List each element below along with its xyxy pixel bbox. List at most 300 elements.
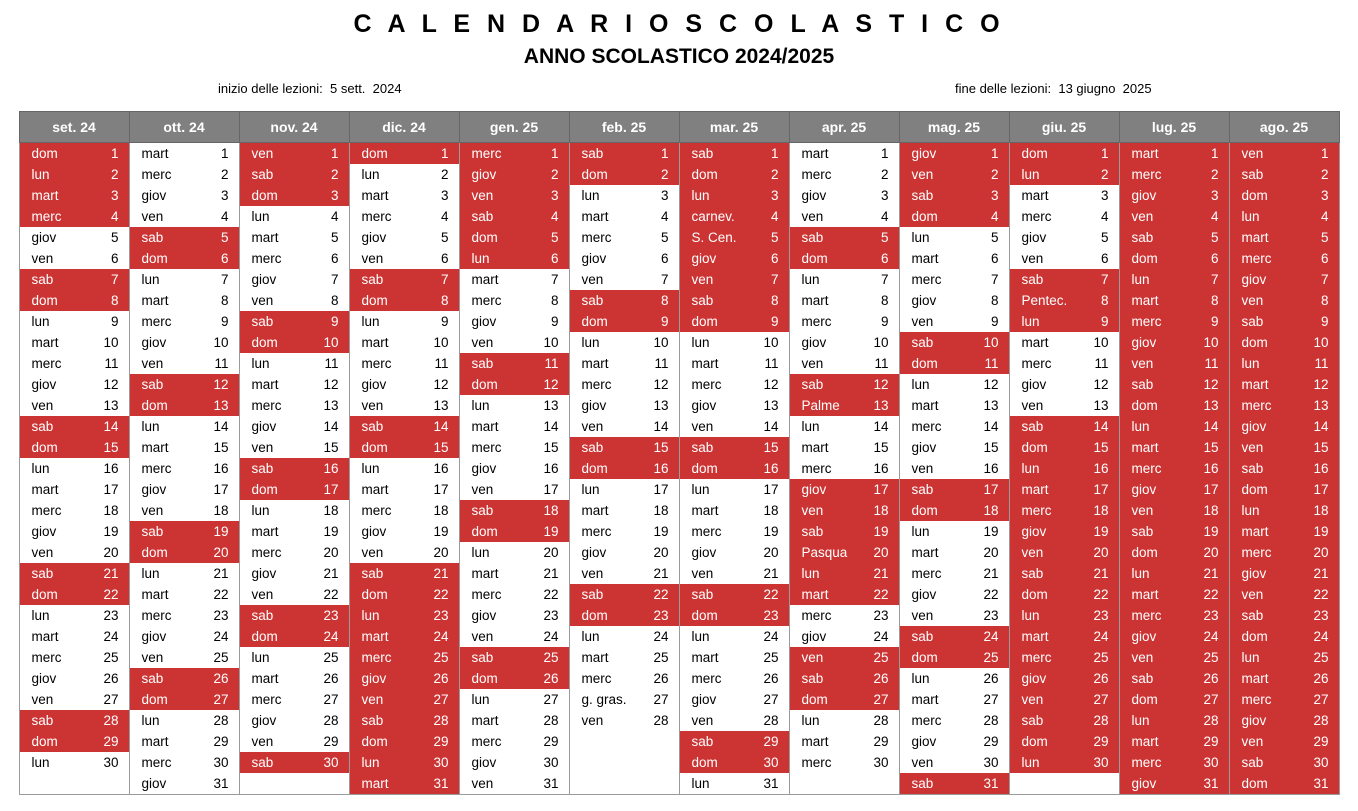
day-cell[interactable] (1010, 542, 1119, 563)
day-cell[interactable] (1230, 311, 1339, 332)
day-cell[interactable] (460, 248, 569, 269)
day-cell[interactable] (900, 710, 1009, 731)
day-cell[interactable] (680, 269, 789, 290)
day-cell[interactable] (350, 458, 459, 479)
day-cell[interactable] (680, 731, 789, 752)
day-cell[interactable] (680, 542, 789, 563)
day-cell[interactable] (790, 248, 899, 269)
day-cell[interactable] (1230, 731, 1339, 752)
day-cell[interactable] (20, 437, 129, 458)
day-cell[interactable] (20, 269, 129, 290)
day-cell[interactable] (900, 206, 1009, 227)
day-cell[interactable] (1010, 584, 1119, 605)
day-cell[interactable] (790, 437, 899, 458)
day-cell[interactable] (1120, 626, 1229, 647)
day-cell[interactable] (1120, 290, 1229, 311)
day-cell[interactable] (350, 206, 459, 227)
day-cell[interactable] (240, 311, 349, 332)
day-cell[interactable] (1120, 521, 1229, 542)
day-cell[interactable] (130, 458, 239, 479)
day-cell[interactable] (130, 752, 239, 773)
day-cell[interactable] (20, 332, 129, 353)
day-cell[interactable] (130, 563, 239, 584)
day-cell[interactable] (240, 647, 349, 668)
day-cell[interactable] (790, 521, 899, 542)
day-cell[interactable] (1120, 374, 1229, 395)
day-cell[interactable] (130, 542, 239, 563)
day-cell[interactable] (1010, 563, 1119, 584)
day-cell[interactable] (1120, 206, 1229, 227)
day-cell[interactable] (460, 395, 569, 416)
day-cell[interactable] (130, 332, 239, 353)
day-cell[interactable] (350, 248, 459, 269)
day-cell[interactable] (350, 416, 459, 437)
day-cell[interactable] (240, 353, 349, 374)
day-cell[interactable] (130, 374, 239, 395)
day-cell[interactable] (1120, 479, 1229, 500)
day-cell[interactable] (1230, 689, 1339, 710)
day-cell[interactable] (240, 227, 349, 248)
day-cell[interactable] (570, 269, 679, 290)
day-cell[interactable] (900, 395, 1009, 416)
day-cell[interactable] (900, 626, 1009, 647)
day-cell[interactable] (570, 290, 679, 311)
day-cell[interactable] (1120, 563, 1229, 584)
day-cell[interactable] (460, 710, 569, 731)
day-cell[interactable] (680, 521, 789, 542)
day-cell[interactable] (20, 521, 129, 542)
day-cell[interactable] (680, 605, 789, 626)
day-cell[interactable] (460, 605, 569, 626)
day-cell[interactable] (680, 374, 789, 395)
day-cell[interactable] (350, 647, 459, 668)
day-cell[interactable] (1230, 500, 1339, 521)
day-cell[interactable] (680, 668, 789, 689)
day-cell[interactable] (900, 290, 1009, 311)
day-cell[interactable] (1010, 752, 1119, 773)
day-cell[interactable] (20, 395, 129, 416)
day-cell[interactable] (570, 710, 679, 731)
day-cell[interactable] (570, 311, 679, 332)
day-cell[interactable] (1010, 626, 1119, 647)
day-cell[interactable] (790, 374, 899, 395)
day-cell[interactable] (350, 521, 459, 542)
day-cell[interactable] (20, 353, 129, 374)
day-cell[interactable] (680, 227, 789, 248)
day-cell[interactable] (900, 248, 1009, 269)
day-cell[interactable] (350, 689, 459, 710)
day-cell[interactable] (240, 668, 349, 689)
day-cell[interactable] (1120, 773, 1229, 794)
day-cell[interactable] (1120, 500, 1229, 521)
day-cell[interactable] (460, 437, 569, 458)
day-cell[interactable] (240, 458, 349, 479)
day-cell[interactable] (790, 332, 899, 353)
day-cell[interactable] (460, 584, 569, 605)
day-cell[interactable] (1230, 374, 1339, 395)
day-cell[interactable] (1010, 521, 1119, 542)
day-cell[interactable] (900, 164, 1009, 185)
day-cell[interactable] (20, 416, 129, 437)
day-cell[interactable] (1230, 248, 1339, 269)
day-cell[interactable] (130, 626, 239, 647)
day-cell[interactable] (790, 668, 899, 689)
day-cell[interactable] (130, 731, 239, 752)
day-cell[interactable] (130, 311, 239, 332)
day-cell[interactable] (350, 479, 459, 500)
day-cell[interactable] (350, 437, 459, 458)
day-cell[interactable] (20, 458, 129, 479)
day-cell[interactable] (790, 227, 899, 248)
day-cell[interactable] (790, 731, 899, 752)
day-cell[interactable] (350, 290, 459, 311)
day-cell[interactable] (790, 290, 899, 311)
day-cell[interactable] (1010, 416, 1119, 437)
day-cell[interactable] (680, 248, 789, 269)
day-cell[interactable] (680, 458, 789, 479)
day-cell[interactable] (1230, 605, 1339, 626)
day-cell[interactable] (680, 689, 789, 710)
day-cell[interactable] (460, 206, 569, 227)
day-cell[interactable] (1120, 332, 1229, 353)
day-cell[interactable] (680, 290, 789, 311)
day-cell[interactable] (570, 563, 679, 584)
day-cell[interactable] (790, 542, 899, 563)
day-cell[interactable] (350, 584, 459, 605)
day-cell[interactable] (570, 647, 679, 668)
day-cell[interactable] (20, 689, 129, 710)
day-cell[interactable] (1120, 542, 1229, 563)
day-cell[interactable] (570, 374, 679, 395)
day-cell[interactable] (1010, 731, 1119, 752)
day-cell[interactable] (20, 143, 129, 164)
day-cell[interactable] (20, 185, 129, 206)
day-cell[interactable] (1010, 437, 1119, 458)
day-cell[interactable] (350, 542, 459, 563)
day-cell[interactable] (20, 500, 129, 521)
day-cell[interactable] (1120, 584, 1229, 605)
day-cell[interactable] (790, 647, 899, 668)
day-cell[interactable] (570, 206, 679, 227)
day-cell[interactable] (1230, 332, 1339, 353)
day-cell[interactable] (460, 185, 569, 206)
day-cell[interactable] (570, 479, 679, 500)
day-cell[interactable] (1230, 353, 1339, 374)
day-cell[interactable] (900, 773, 1009, 794)
day-cell[interactable] (790, 584, 899, 605)
day-cell[interactable] (790, 185, 899, 206)
day-cell[interactable] (680, 353, 789, 374)
day-cell[interactable] (1120, 647, 1229, 668)
day-cell[interactable] (240, 332, 349, 353)
day-cell[interactable] (1230, 542, 1339, 563)
day-cell[interactable] (790, 416, 899, 437)
day-cell[interactable] (350, 311, 459, 332)
day-cell[interactable] (1230, 710, 1339, 731)
day-cell[interactable] (240, 374, 349, 395)
day-cell[interactable] (570, 689, 679, 710)
day-cell[interactable] (1010, 647, 1119, 668)
day-cell[interactable] (1010, 710, 1119, 731)
day-cell[interactable] (130, 710, 239, 731)
day-cell[interactable] (1230, 185, 1339, 206)
day-cell[interactable] (350, 353, 459, 374)
day-cell[interactable] (130, 395, 239, 416)
day-cell[interactable] (240, 290, 349, 311)
day-cell[interactable] (680, 311, 789, 332)
day-cell[interactable] (900, 458, 1009, 479)
day-cell[interactable] (350, 605, 459, 626)
day-cell[interactable] (900, 563, 1009, 584)
day-cell[interactable] (570, 416, 679, 437)
day-cell[interactable] (20, 290, 129, 311)
day-cell[interactable] (130, 185, 239, 206)
day-cell[interactable] (900, 584, 1009, 605)
day-cell[interactable] (900, 143, 1009, 164)
day-cell[interactable] (570, 626, 679, 647)
day-cell[interactable] (240, 164, 349, 185)
day-cell[interactable] (790, 479, 899, 500)
day-cell[interactable] (240, 437, 349, 458)
day-cell[interactable] (460, 563, 569, 584)
day-cell[interactable] (240, 416, 349, 437)
day-cell[interactable] (20, 563, 129, 584)
day-cell[interactable] (1120, 437, 1229, 458)
day-cell[interactable] (350, 710, 459, 731)
day-cell[interactable] (350, 395, 459, 416)
day-cell[interactable] (240, 185, 349, 206)
day-cell[interactable] (570, 395, 679, 416)
day-cell[interactable] (570, 521, 679, 542)
day-cell[interactable] (570, 542, 679, 563)
day-cell[interactable] (20, 752, 129, 773)
day-cell[interactable] (900, 437, 1009, 458)
day-cell[interactable] (790, 353, 899, 374)
day-cell[interactable] (460, 416, 569, 437)
day-cell[interactable] (680, 416, 789, 437)
day-cell[interactable] (900, 731, 1009, 752)
day-cell[interactable] (350, 164, 459, 185)
day-cell[interactable] (900, 269, 1009, 290)
day-cell[interactable] (130, 689, 239, 710)
day-cell[interactable] (570, 248, 679, 269)
day-cell[interactable] (1230, 626, 1339, 647)
day-cell[interactable] (460, 731, 569, 752)
day-cell[interactable] (790, 605, 899, 626)
day-cell[interactable] (1120, 248, 1229, 269)
day-cell[interactable] (680, 584, 789, 605)
day-cell[interactable] (1010, 290, 1119, 311)
day-cell[interactable] (350, 227, 459, 248)
day-cell[interactable] (680, 626, 789, 647)
day-cell[interactable] (460, 269, 569, 290)
day-cell[interactable] (1120, 689, 1229, 710)
day-cell[interactable] (1230, 206, 1339, 227)
day-cell[interactable] (1010, 668, 1119, 689)
day-cell[interactable] (790, 206, 899, 227)
day-cell[interactable] (680, 185, 789, 206)
day-cell[interactable] (1230, 143, 1339, 164)
day-cell[interactable] (1120, 353, 1229, 374)
day-cell[interactable] (1010, 332, 1119, 353)
day-cell[interactable] (350, 752, 459, 773)
day-cell[interactable] (1120, 269, 1229, 290)
day-cell[interactable] (460, 143, 569, 164)
day-cell[interactable] (570, 437, 679, 458)
day-cell[interactable] (1230, 269, 1339, 290)
day-cell[interactable] (240, 143, 349, 164)
day-cell[interactable] (900, 227, 1009, 248)
day-cell[interactable] (20, 206, 129, 227)
day-cell[interactable] (1230, 584, 1339, 605)
day-cell[interactable] (240, 500, 349, 521)
day-cell[interactable] (900, 185, 1009, 206)
day-cell[interactable] (1230, 227, 1339, 248)
day-cell[interactable] (680, 164, 789, 185)
day-cell[interactable] (460, 311, 569, 332)
day-cell[interactable] (240, 584, 349, 605)
day-cell[interactable] (240, 521, 349, 542)
day-cell[interactable] (240, 563, 349, 584)
day-cell[interactable] (20, 605, 129, 626)
day-cell[interactable] (680, 332, 789, 353)
day-cell[interactable] (1230, 479, 1339, 500)
day-cell[interactable] (1120, 143, 1229, 164)
day-cell[interactable] (1120, 605, 1229, 626)
day-cell[interactable] (240, 206, 349, 227)
day-cell[interactable] (350, 374, 459, 395)
day-cell[interactable] (790, 143, 899, 164)
day-cell[interactable] (1230, 647, 1339, 668)
day-cell[interactable] (20, 626, 129, 647)
day-cell[interactable] (900, 521, 1009, 542)
day-cell[interactable] (350, 332, 459, 353)
day-cell[interactable] (460, 290, 569, 311)
day-cell[interactable] (1010, 164, 1119, 185)
day-cell[interactable] (350, 269, 459, 290)
day-cell[interactable] (570, 143, 679, 164)
day-cell[interactable] (900, 416, 1009, 437)
day-cell[interactable] (1120, 752, 1229, 773)
day-cell[interactable] (240, 542, 349, 563)
day-cell[interactable] (130, 584, 239, 605)
day-cell[interactable] (570, 584, 679, 605)
day-cell[interactable] (350, 668, 459, 689)
day-cell[interactable] (570, 227, 679, 248)
day-cell[interactable] (790, 164, 899, 185)
day-cell[interactable] (130, 269, 239, 290)
day-cell[interactable] (20, 248, 129, 269)
day-cell[interactable] (130, 437, 239, 458)
day-cell[interactable] (1010, 269, 1119, 290)
day-cell[interactable] (1120, 710, 1229, 731)
day-cell[interactable] (1120, 458, 1229, 479)
day-cell[interactable] (460, 668, 569, 689)
day-cell[interactable] (130, 668, 239, 689)
day-cell[interactable] (130, 479, 239, 500)
day-cell[interactable] (460, 479, 569, 500)
day-cell[interactable] (240, 248, 349, 269)
day-cell[interactable] (680, 563, 789, 584)
day-cell[interactable] (1230, 773, 1339, 794)
day-cell[interactable] (900, 752, 1009, 773)
day-cell[interactable] (790, 311, 899, 332)
day-cell[interactable] (570, 353, 679, 374)
day-cell[interactable] (680, 479, 789, 500)
day-cell[interactable] (1010, 311, 1119, 332)
day-cell[interactable] (130, 521, 239, 542)
day-cell[interactable] (460, 500, 569, 521)
day-cell[interactable] (460, 542, 569, 563)
day-cell[interactable] (460, 647, 569, 668)
day-cell[interactable] (680, 143, 789, 164)
day-cell[interactable] (350, 731, 459, 752)
day-cell[interactable] (460, 689, 569, 710)
day-cell[interactable] (900, 500, 1009, 521)
day-cell[interactable] (1010, 143, 1119, 164)
day-cell[interactable] (20, 374, 129, 395)
day-cell[interactable] (1230, 437, 1339, 458)
day-cell[interactable] (240, 752, 349, 773)
day-cell[interactable] (1230, 563, 1339, 584)
day-cell[interactable] (350, 143, 459, 164)
day-cell[interactable] (20, 647, 129, 668)
day-cell[interactable] (680, 710, 789, 731)
day-cell[interactable] (350, 773, 459, 794)
day-cell[interactable] (460, 626, 569, 647)
day-cell[interactable] (1010, 206, 1119, 227)
day-cell[interactable] (570, 500, 679, 521)
day-cell[interactable] (570, 332, 679, 353)
day-cell[interactable] (460, 752, 569, 773)
day-cell[interactable] (1230, 395, 1339, 416)
day-cell[interactable] (460, 773, 569, 794)
day-cell[interactable] (1120, 668, 1229, 689)
day-cell[interactable] (460, 227, 569, 248)
day-cell[interactable] (20, 668, 129, 689)
day-cell[interactable] (350, 500, 459, 521)
day-cell[interactable] (20, 584, 129, 605)
day-cell[interactable] (900, 542, 1009, 563)
day-cell[interactable] (1120, 311, 1229, 332)
day-cell[interactable] (1010, 395, 1119, 416)
day-cell[interactable] (900, 311, 1009, 332)
day-cell[interactable] (240, 269, 349, 290)
day-cell[interactable] (130, 227, 239, 248)
day-cell[interactable] (1120, 416, 1229, 437)
day-cell[interactable] (460, 521, 569, 542)
day-cell[interactable] (350, 563, 459, 584)
day-cell[interactable] (1120, 164, 1229, 185)
day-cell[interactable] (130, 290, 239, 311)
day-cell[interactable] (240, 479, 349, 500)
day-cell[interactable] (790, 563, 899, 584)
day-cell[interactable] (20, 710, 129, 731)
day-cell[interactable] (790, 395, 899, 416)
day-cell[interactable] (20, 311, 129, 332)
day-cell[interactable] (1230, 416, 1339, 437)
day-cell[interactable] (240, 626, 349, 647)
day-cell[interactable] (1010, 689, 1119, 710)
day-cell[interactable] (130, 206, 239, 227)
day-cell[interactable] (680, 500, 789, 521)
day-cell[interactable] (20, 479, 129, 500)
day-cell[interactable] (680, 437, 789, 458)
day-cell[interactable] (1010, 227, 1119, 248)
day-cell[interactable] (1010, 500, 1119, 521)
day-cell[interactable] (1010, 185, 1119, 206)
day-cell[interactable] (240, 395, 349, 416)
